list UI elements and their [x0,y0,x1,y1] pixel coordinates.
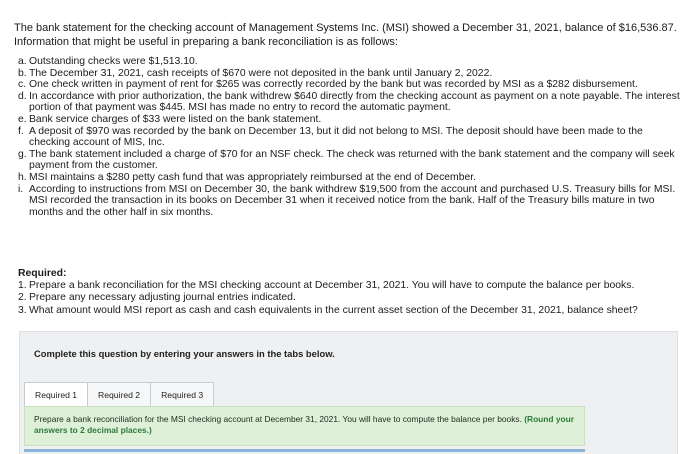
item-text: One check written in payment of rent for $265 was correctly recorded by the bank but was recorded by MSI as a $282 disbursement. [29,79,638,91]
tab-required-2[interactable]: Required 2 [87,382,151,407]
item-text: MSI maintains a $280 petty cash fund that was appropriately reimbursed at the end of December. [29,171,477,183]
item-letter: a. [18,56,27,67]
list-item [18,79,682,91]
panel-title: Complete this question by entering your answers in the tabs below. [34,348,335,359]
item-letter: g. [18,148,27,160]
intro-line-2: Information that might be useful in preparing a bank reconciliation is as follows: [14,36,398,48]
required-heading: Required: [18,268,67,279]
item-text: In accordance with prior authorization, the bank withdrew $640 directly from the checking account as payment on a note payable. The interest portion of that payment was $445. MSI has made no entry to record the automatic payment. [29,90,680,114]
problem-intro [14,21,690,49]
required-question [18,280,682,292]
tab-instruction-box [24,406,585,446]
list-item [18,172,682,184]
required-section [18,268,682,317]
required-tabs [24,382,213,407]
question-text: Prepare any necessary adjusting journal entries indicated. [29,292,296,304]
question-text: What amount would MSI report as cash and cash equivalents in the current asset section of the December 31, 2021, balance sheet? [29,304,638,316]
panel-divider [24,449,585,452]
information-list [18,56,682,218]
item-letter: d. [18,90,27,102]
item-text: Outstanding checks were $1,513.10. [29,56,198,67]
item-text: According to instructions from MSI on December 30, the bank withdrew $19,500 from the account and purchased U.S. Treasury bills for MSI. MSI recorded the transaction in its books on December 31 when it received notice from the bank. Half of the Treasury bills mature in two months and the other half in six months. [29,183,676,218]
list-item [18,126,682,149]
item-letter: i. [18,183,24,195]
intro-line-1: The bank statement for the checking account of Management Systems Inc. (MSI) showed a December 31, 2021, balance of $16,536.87. [14,22,677,34]
question-number: 2. [18,292,27,304]
item-text: The December 31, 2021, cash receipts of $670 were not deposited in the bank until January 2, 2022. [29,67,493,79]
required-question [18,305,682,317]
item-letter: e. [18,113,27,125]
item-letter: b. [18,67,27,79]
item-text: The bank statement included a charge of $70 for an NSF check. The check was returned with the bank statement and the company will seek payment from the customer. [29,148,675,172]
list-item [18,56,682,68]
list-item [18,149,682,172]
answer-panel [19,331,678,454]
tab-required-1[interactable]: Required 1 [24,382,88,407]
item-letter: h. [18,171,27,183]
tab-required-3[interactable]: Required 3 [150,382,214,407]
item-text: Bank service charges of $33 were listed on the bank statement. [29,113,322,125]
list-item [18,91,682,114]
required-question [18,292,682,304]
question-text: Prepare a bank reconciliation for the MSI checking account at December 31, 2021. You will have to compute the balance per books. [29,280,635,292]
item-text: A deposit of $970 was recorded by the bank on December 13, but it did not belong to MSI. The deposit should have been made to the checking account of MIS, Inc. [29,125,643,149]
item-letter: c. [18,79,27,91]
question-number: 1. [18,280,27,292]
rounding-hint: (Round your answers to 2 decimal places.) [34,414,575,435]
item-letter: f. [18,125,24,137]
list-item [18,114,682,126]
list-item [18,184,682,219]
question-number: 3. [18,304,27,316]
instruction-text: Prepare a bank reconciliation for the MSI checking account at December 31, 2021. You will have to compute the balance per books. [34,414,522,424]
list-item [18,68,682,80]
